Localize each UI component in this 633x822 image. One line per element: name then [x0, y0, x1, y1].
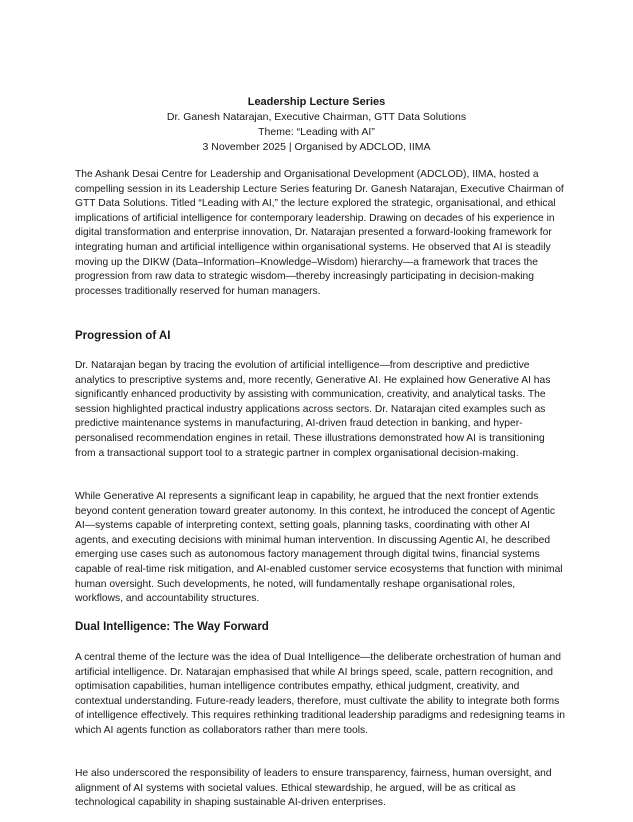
document-title: Leadership Lecture Series: [247, 96, 386, 108]
date-organiser-line: 3 November 2025 | Organised by ADCLOD, IIMA: [202, 141, 431, 153]
section-heading-progression: Progression of AI: [75, 330, 171, 342]
dual-intelligence-paragraph-2: He also underscored the responsibility of leaders to ensure transparency, fairness, human oversight, and alignment of AI systems with societal values. Ethical stewardship, he argued, will be as critical as technological capability in shaping sustainable AI-driven enterprises.: [75, 768, 552, 809]
speaker-line: Dr. Ganesh Natarajan, Executive Chairman, GTT Data Solutions: [166, 111, 467, 123]
document-header: [0, 95, 633, 155]
section-heading-dual-intelligence: Dual Intelligence: The Way Forward: [75, 621, 269, 633]
progression-paragraph-2: While Generative AI represents a significant leap in capability, he argued that the next frontier extends beyond content generation toward greater autonomy. In this context, he introduced the concept of Agentic AI—systems capable of interpreting context, setting goals, planning tasks, coordinating with other AI agents, and executing decisions with minimal human intervention. In discussing Agentic AI, he described emerging use cases such as autonomous factory management through digital twins, financial systems capable of real-time risk mitigation, and AI-enabled customer service ecosystems that function with minimal human oversight. Such developments, he noted, will fundamentally reshape organisational roles, workflows, and accountability structures.: [75, 491, 563, 605]
intro-paragraph: The Ashank Desai Centre for Leadership and Organisational Development (ADCLOD), IIMA, hosted a compelling session in its Leadership Lecture Series featuring Dr. Ganesh Natarajan, Executive Chairman of GTT Data Solutions. Titled “Leading with AI,” the lecture explored the strategic, organisational, and ethical implications of artificial intelligence for contemporary leadership. Drawing on decades of his experience in digital transformation and enterprise innovation, Dr. Natarajan presented a forward-looking framework for integrating human and artificial intelligence within organisational systems. He observed that AI is steadily moving up the DIKW (Data–Information–Knowledge–Wisdom) hierarchy—a framework that traces the progression from raw data to strategic wisdom—thereby increasingly participating in decision-making processes traditionally reserved for human managers.: [75, 169, 564, 297]
dual-intelligence-paragraph-1: A central theme of the lecture was the idea of Dual Intelligence—the deliberate orchestration of human and artificial intelligence. Dr. Natarajan emphasised that while AI brings speed, scale, pattern recognition, and optimisation capabilities, human intelligence contributes empathy, ethical judgment, creativity, and contextual understanding. Future-ready leaders, therefore, must cultivate the ability to integrate both forms of intelligence effectively. This requires rethinking traditional leadership paradigms and redesigning teams in which AI agents function as collaborators rather than mere tools.: [75, 652, 565, 736]
theme-line: Theme: “Leading with AI”: [258, 126, 375, 138]
progression-paragraph-1: Dr. Natarajan began by tracing the evolution of artificial intelligence—from descriptive and predictive analytics to prescriptive systems and, more recently, Generative AI. He explained how Generative AI has significantly enhanced productivity by assisting with communication, creativity, and analytical tasks. The session highlighted practical industry applications across sectors. Dr. Natarajan cited examples such as predictive maintenance systems in manufacturing, AI-driven fraud detection in banking, and hyper-personalised recommendation engines in retail. These illustrations demonstrated how AI is transitioning from a transactional support tool to a strategic partner in complex organisational decision-making.: [75, 360, 551, 459]
